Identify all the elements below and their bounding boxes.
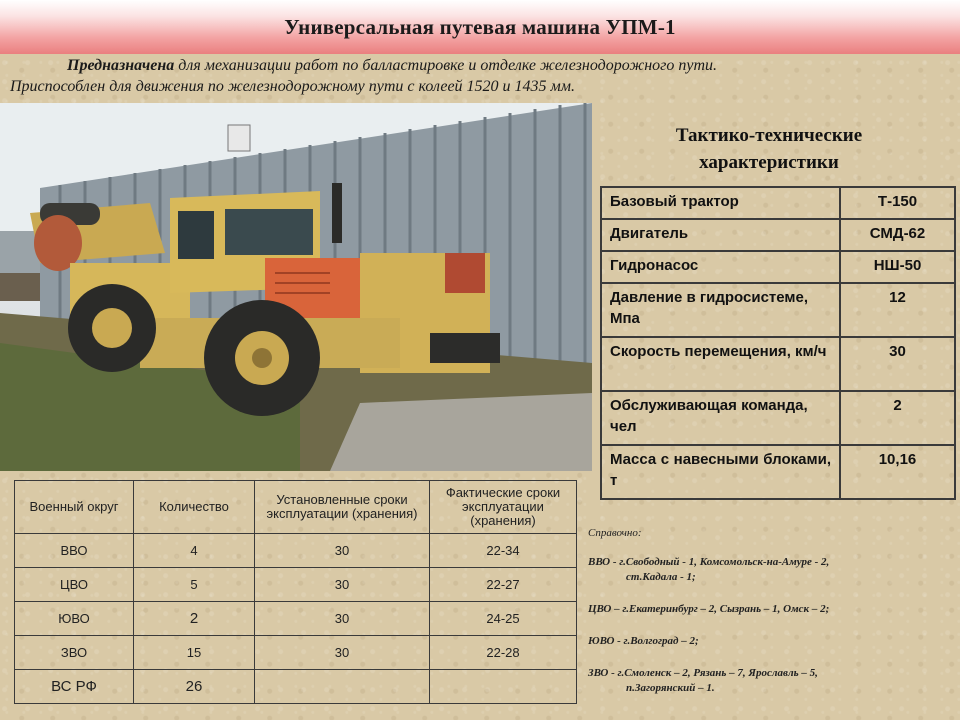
cell-planned — [255, 670, 430, 704]
cell-planned: 30 — [255, 602, 430, 636]
cell-quantity: 26 — [134, 670, 255, 704]
district-table — [14, 480, 577, 704]
title-banner — [0, 0, 960, 54]
spec-label: Давление в гидросистеме, Мпа — [601, 283, 840, 337]
cell-actual: 22-34 — [430, 534, 577, 568]
cell-planned: 30 — [255, 636, 430, 670]
cell-planned: 30 — [255, 568, 430, 602]
page-title: Универсальная путевая машина УПМ-1 — [284, 14, 676, 39]
spec-value: 2 — [840, 391, 955, 445]
cell-quantity: 2 — [134, 602, 255, 636]
table-row — [15, 636, 577, 670]
header-actual-terms: Фактические сроки эксплуатации (хранения) — [430, 481, 577, 534]
table-row — [15, 568, 577, 602]
spec-row — [601, 187, 955, 219]
reference-line: ЦВО – г.Екатеринбург – 2, Сызрань – 1, Омск – 2; — [588, 603, 830, 615]
cell-quantity: 15 — [134, 636, 255, 670]
reference-line: ЮВО - г.Волгоград – 2; — [588, 635, 699, 647]
reference-line: ВВО - г.Свободный - 1, Комсомольск-на-Амуре - 2, — [588, 556, 830, 568]
spec-value: 30 — [840, 337, 955, 391]
cell-planned: 30 — [255, 534, 430, 568]
spec-label: Масса с навесными блоками, т — [601, 445, 840, 499]
spec-row — [601, 391, 955, 445]
spec-row — [601, 251, 955, 283]
machine-photo — [0, 103, 592, 471]
spec-row — [601, 445, 955, 499]
header-planned-terms: Установленные сроки эксплуатации (хранения) — [255, 481, 430, 534]
cell-actual — [430, 670, 577, 704]
spec-value: НШ-50 — [840, 251, 955, 283]
cell-district: ВВО — [15, 534, 134, 568]
cell-quantity: 4 — [134, 534, 255, 568]
table-row — [15, 602, 577, 636]
cell-district: ВС РФ — [15, 670, 134, 704]
cell-actual: 22-27 — [430, 568, 577, 602]
spec-row — [601, 283, 955, 337]
reference-item — [588, 602, 948, 617]
header-district: Военный округ — [15, 481, 134, 534]
intro-lead: Предназначена — [67, 57, 175, 74]
spec-value: 12 — [840, 283, 955, 337]
spec-row — [601, 337, 955, 391]
spec-value: СМД-62 — [840, 219, 955, 251]
intro-line-1-rest: для механизации работ по балластировке и отделке железнодорожного пути. — [174, 57, 718, 74]
spec-row — [601, 219, 955, 251]
specs-table — [600, 186, 956, 500]
machine-illustration — [0, 103, 592, 471]
spec-value: 10,16 — [840, 445, 955, 499]
cell-quantity: 5 — [134, 568, 255, 602]
spec-label: Обслуживающая команда, чел — [601, 391, 840, 445]
spec-label: Базовый трактор — [601, 187, 840, 219]
district-table-header — [15, 481, 577, 534]
reference-item — [588, 555, 948, 585]
intro-line-1 — [10, 55, 955, 76]
spec-label: Двигатель — [601, 219, 840, 251]
header-quantity: Количество — [134, 481, 255, 534]
spec-label: Скорость перемещения, км/ч — [601, 337, 840, 391]
reference-note — [588, 526, 948, 713]
reference-item — [588, 634, 948, 649]
intro-text — [10, 55, 955, 97]
reference-line-continued: п.Загорянский – 1. — [626, 682, 715, 694]
reference-item — [588, 666, 948, 696]
spec-label: Гидронасос — [601, 251, 840, 283]
cell-actual: 22-28 — [430, 636, 577, 670]
intro-line-2: Приспособлен для движения по железнодорожному пути с колеей 1520 и 1435 мм. — [10, 78, 575, 95]
spec-value: Т-150 — [840, 187, 955, 219]
reference-title: Справочно: — [588, 527, 642, 539]
cell-actual: 24-25 — [430, 602, 577, 636]
reference-line-continued: ст.Кадала - 1; — [626, 571, 696, 583]
specs-title: Тактико-технические характеристики — [675, 125, 863, 173]
cell-district: ЦВО — [15, 568, 134, 602]
table-row — [15, 534, 577, 568]
cell-district: ЮВО — [15, 602, 134, 636]
table-row — [15, 670, 577, 704]
cell-district: ЗВО — [15, 636, 134, 670]
reference-line: ЗВО - г.Смоленск – 2, Рязань – 7, Ярославль – 5, — [588, 667, 818, 679]
